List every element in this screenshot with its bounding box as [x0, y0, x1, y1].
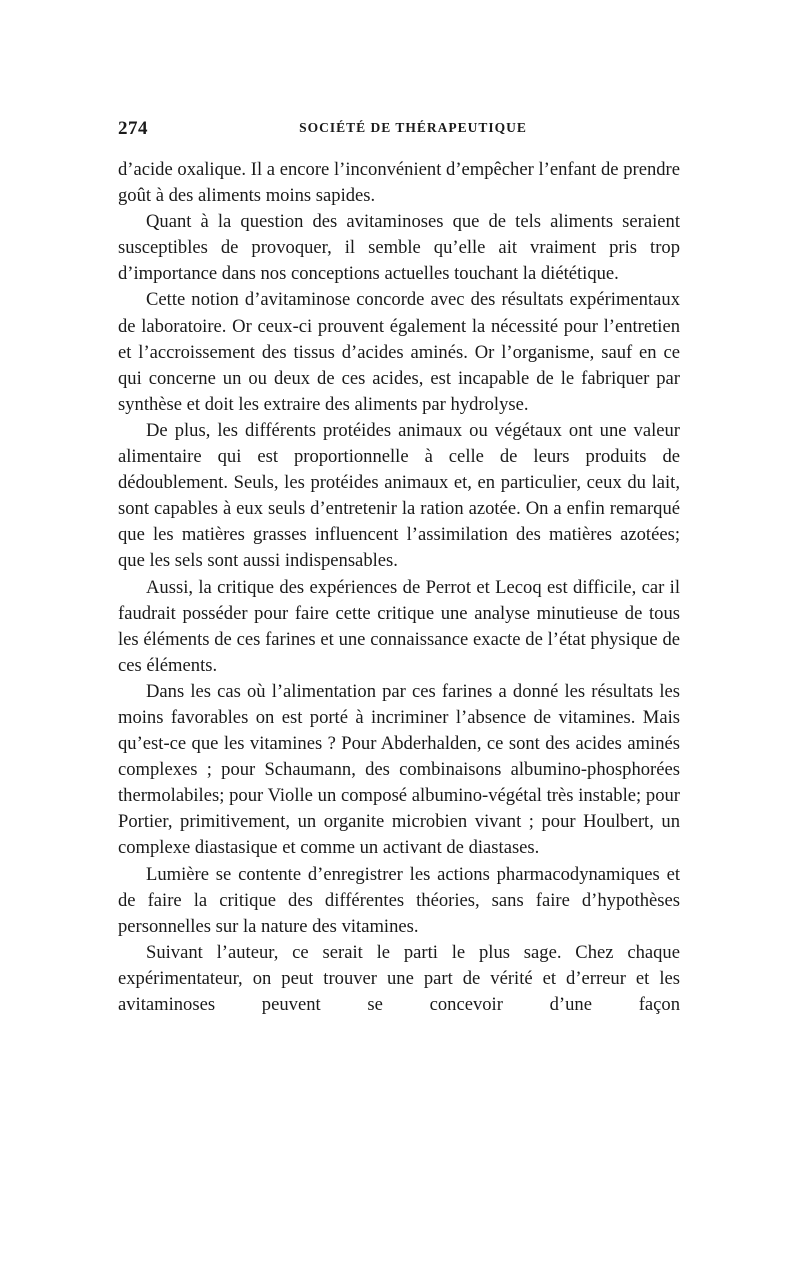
paragraph-2: Quant à la question des avitaminoses que de tels aliments seraient susceptibles de provoquer, il semble qu’elle ait vraiment pris trop d’importance dans nos conceptions actuelles touchant la diététique. — [118, 211, 680, 285]
body-text — [118, 157, 680, 1018]
paragraph-4: De plus, les différents protéides animaux ou végétaux ont une valeur alimentaire qui est proportionnelle à celle de leurs produits de dédoublement. Seuls, les protéides animaux et, en particulier, ceux du lait, sont capables à eux seuls d’entretenir la ration azotée. On a enfin remarqué que les matières grasses influencent l’assimilation des matières azotées; que les sels sont aussi indispensables. — [118, 419, 680, 572]
paragraph-3: Cette notion d’avitaminose concorde avec des résultats expérimentaux de laboratoire. Or ceux-ci prouvent également la nécessité pour l’entretien et l’accroissement des tissus d’acides aminés. Or l’organisme, sauf en ce qui concerne un ou deux de ces acides, est incapable de le fabriquer par synthèse et doit les extraire des aliments par hydrolyse. — [118, 289, 680, 415]
paragraph-7: Lumière se contente d’enregistrer les actions pharmacodynamiques et de faire la critique des différentes théories, sans faire d’hypothèses personnelles sur la nature des vitamines. — [118, 863, 680, 937]
paragraph-5: Aussi, la critique des expériences de Perrot et Lecoq est difficile, car il faudrait posséder pour faire cette critique une analyse minutieuse de tous les éléments de ces farines et une connaissance exacte de l’état physique de ces éléments. — [118, 576, 680, 676]
paragraph-1: d’acide oxalique. Il a encore l’inconvénient d’empêcher l’enfant de prendre goût à des aliments moins sapides. — [118, 159, 680, 207]
paragraph-8: Suivant l’auteur, ce serait le parti le plus sage. Chez chaque expérimentateur, on peut trouver une part de vérité et d’erreur et les avitaminoses peuvent se concevoir d’une façon — [118, 941, 680, 1015]
running-title: SOCIÉTÉ DE THÉRAPEUTIQUE — [299, 120, 527, 135]
running-head — [118, 118, 680, 140]
page-number: 274 — [118, 118, 148, 139]
paragraph-6: Dans les cas où l’alimentation par ces farines a donné les résultats les moins favorables on est porté à incriminer l’absence de vitamines. Mais qu’est-ce que les vitamines ? Pour Abderhalden, ce sont des acides aminés complexes ; pour Schaumann, des combinaisons albumino-phosphorées thermolabiles; pour Violle un composé albumino-végétal très instable; pour Portier, primitivement, un organite microbien vivant ; pour Houlbert, un complexe diastasique et comme un activant de diastases. — [118, 680, 680, 859]
